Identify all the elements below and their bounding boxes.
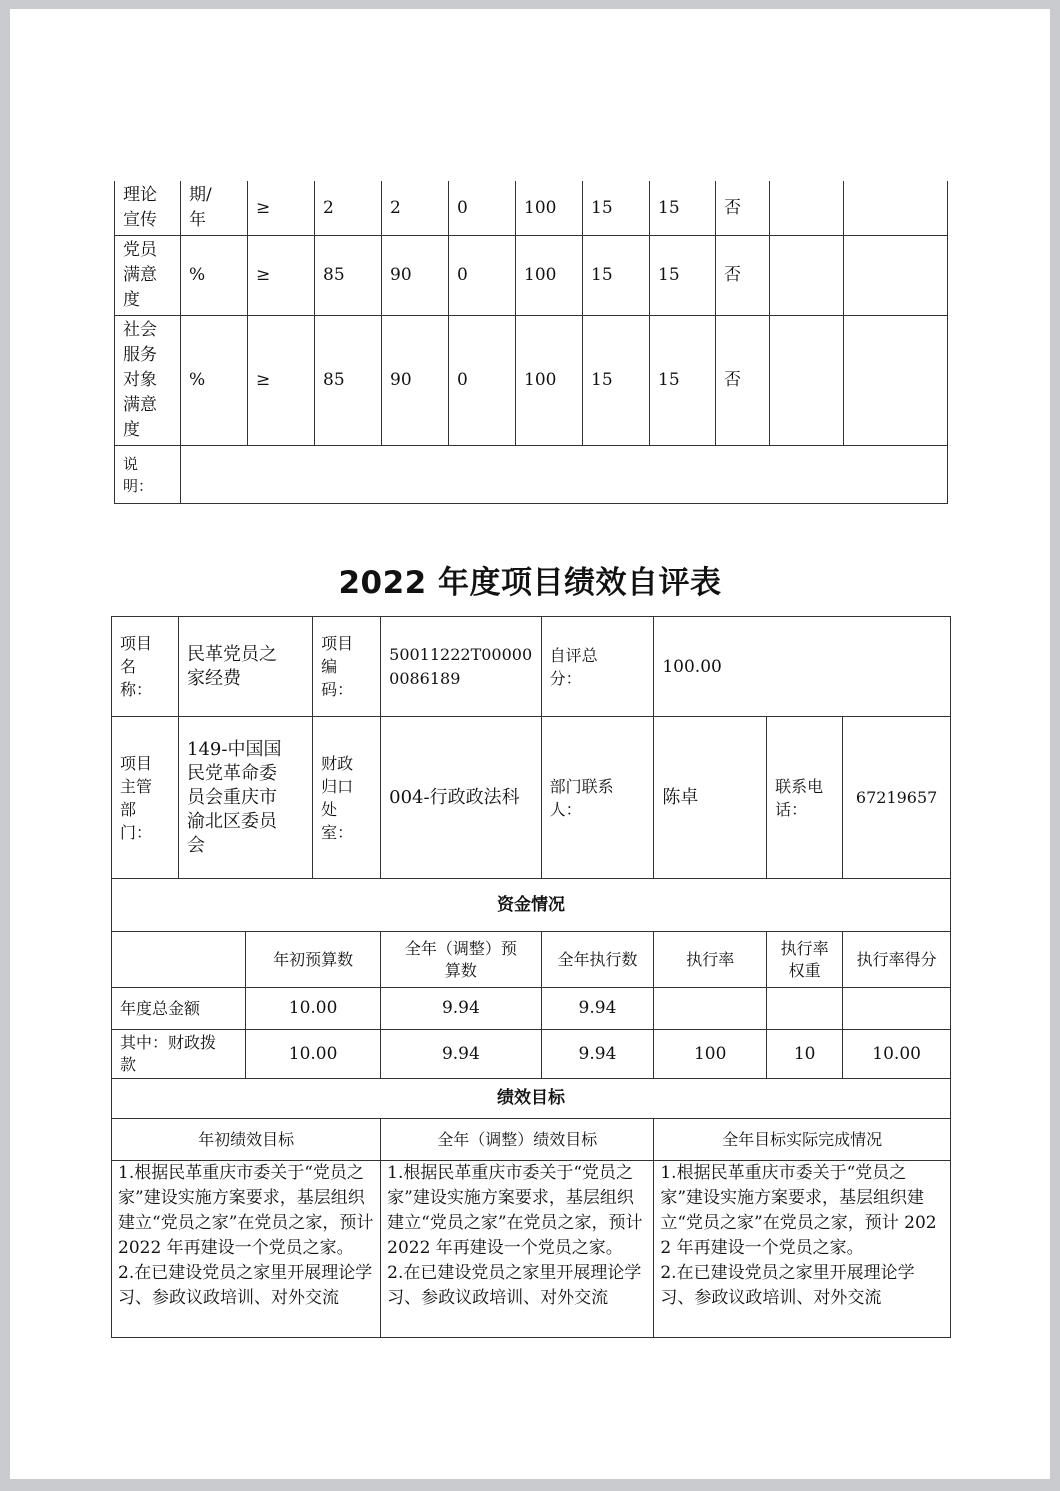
goals-header-cell: 年初绩效目标 <box>112 1119 381 1161</box>
indicator-unit: % <box>181 316 248 446</box>
goal-initial <box>112 1161 381 1338</box>
goals-section-title: 绩效目标 <box>112 1079 951 1119</box>
goals-header-cell: 全年（调整）绩效目标 <box>381 1119 654 1161</box>
indicator-name: 党员 满意 度 <box>115 236 181 316</box>
indicator-operator: ≥ <box>248 316 315 446</box>
indicator-extra-1 <box>770 236 844 316</box>
indicator-unit: 期/ 年 <box>181 181 248 236</box>
goal-actual-text: 1.根据民革重庆市委关于“党员之家”建设实施方案要求，基层组织建立“党员之家”在党员之家，预计 2022 年再建设一个党员之家。 2.在已建设党员之家里开展理论学习、参政议政培训、对外交流 <box>660 1163 937 1308</box>
table-row <box>115 316 948 446</box>
table-row <box>115 181 948 236</box>
indicator-rate: 100 <box>516 236 583 316</box>
goals-section-row <box>112 1079 951 1119</box>
indicator-target: 2 <box>315 181 382 236</box>
indicator-weight: 15 <box>583 236 650 316</box>
contact-label: 部门联系 人： <box>541 717 654 879</box>
goals-text-row <box>112 1161 951 1338</box>
self-score-label: 自评总 分： <box>541 617 654 717</box>
goal-adjusted <box>381 1161 654 1338</box>
project-name-value: 民革党员之 家经费 <box>179 617 313 717</box>
indicator-weight: 15 <box>583 181 650 236</box>
self-evaluation-table <box>111 616 951 1338</box>
funds-cell: 10 <box>767 1030 843 1079</box>
funds-header-cell: 执行率 <box>654 932 767 988</box>
document-page <box>10 9 1050 1479</box>
page-title: 2022 年度项目绩效自评表 <box>338 565 722 601</box>
indicator-actual: 90 <box>382 316 449 446</box>
indicator-operator: ≥ <box>248 236 315 316</box>
indicator-name: 理论 宣传 <box>115 181 181 236</box>
indicator-table-continued <box>114 181 948 504</box>
indicator-extra-2 <box>844 236 948 316</box>
indicator-flag: 否 <box>716 236 770 316</box>
project-code-label: 项目 编 码： <box>313 617 381 717</box>
phone-label: 联系电 话： <box>767 717 843 879</box>
funds-cell: 10.00 <box>246 1030 381 1079</box>
note-value <box>181 446 948 504</box>
finance-office-label: 财政 归口 处 室： <box>313 717 381 879</box>
goals-header-row <box>112 1119 951 1161</box>
funds-cell: 9.94 <box>381 988 541 1030</box>
phone-value: 67219657 <box>843 717 951 879</box>
note-row <box>115 446 948 504</box>
indicator-actual: 90 <box>382 236 449 316</box>
indicator-extra-1 <box>770 316 844 446</box>
goal-actual <box>654 1161 951 1338</box>
indicator-deviation: 0 <box>449 316 516 446</box>
indicator-rate: 100 <box>516 181 583 236</box>
department-value: 149-中国国 民党革命委 员会重庆市 渝北区委员 会 <box>179 717 313 879</box>
funds-row-label: 年度总金额 <box>112 988 246 1030</box>
indicator-flag: 否 <box>716 316 770 446</box>
indicator-unit: % <box>181 236 248 316</box>
project-name-label: 项目 名 称： <box>112 617 179 717</box>
table-row <box>115 236 948 316</box>
funds-header-row <box>112 932 951 988</box>
indicator-score: 15 <box>650 236 716 316</box>
indicator-operator: ≥ <box>248 181 315 236</box>
goals-header-cell: 全年目标实际完成情况 <box>654 1119 951 1161</box>
funds-section-title: 资金情况 <box>112 879 951 932</box>
funds-cell <box>843 988 951 1030</box>
indicator-score: 15 <box>650 181 716 236</box>
funds-header-cell: 执行率得分 <box>843 932 951 988</box>
note-label: 说 明： <box>115 446 181 504</box>
goal-adjusted-text: 1.根据民革重庆市委关于“党员之家”建设实施方案要求，基层组织建立“党员之家”在党员之家，预计 2022 年再建设一个党员之家。 2.在已建设党员之家里开展理论学习、参政议政培训、对外交流 <box>387 1163 643 1308</box>
funds-header-cell: 年初预算数 <box>246 932 381 988</box>
funds-cell: 10.00 <box>246 988 381 1030</box>
indicator-score: 15 <box>650 316 716 446</box>
funds-row <box>112 1030 951 1079</box>
funds-cell: 9.94 <box>381 1030 541 1079</box>
indicator-flag: 否 <box>716 181 770 236</box>
goal-initial-text: 1.根据民革重庆市委关于“党员之家”建设实施方案要求，基层组织建立“党员之家”在党员之家，预计 2022 年再建设一个党员之家。 2.在已建设党员之家里开展理论学习、参政议政培训、对外交流 <box>118 1163 374 1308</box>
indicator-weight: 15 <box>583 316 650 446</box>
funds-cell: 9.94 <box>541 1030 654 1079</box>
department-label: 项目 主管 部 门： <box>112 717 179 879</box>
funds-cell: 10.00 <box>843 1030 951 1079</box>
funds-cell <box>654 988 767 1030</box>
indicator-deviation: 0 <box>449 236 516 316</box>
funds-cell: 100 <box>654 1030 767 1079</box>
funds-cell: 9.94 <box>541 988 654 1030</box>
indicator-target: 85 <box>315 236 382 316</box>
project-info-row <box>112 617 951 717</box>
funds-header-cell: 全年（调整）预 算数 <box>381 932 541 988</box>
indicator-target: 85 <box>315 316 382 446</box>
funds-cell <box>767 988 843 1030</box>
funds-header-blank <box>112 932 246 988</box>
funds-section-row <box>112 879 951 932</box>
indicator-extra-2 <box>844 181 948 236</box>
contact-value: 陈卓 <box>654 717 767 879</box>
funds-header-cell: 执行率 权重 <box>767 932 843 988</box>
department-row <box>112 717 951 879</box>
indicator-actual: 2 <box>382 181 449 236</box>
project-code-value: 50011222T00000 0086189 <box>381 617 541 717</box>
indicator-rate: 100 <box>516 316 583 446</box>
funds-row-label: 其中：财政拨 款 <box>112 1030 246 1079</box>
finance-office-value: 004-行政政法科 <box>381 717 541 879</box>
indicator-name: 社会 服务 对象 满意 度 <box>115 316 181 446</box>
indicator-extra-1 <box>770 181 844 236</box>
indicator-deviation: 0 <box>449 181 516 236</box>
funds-header-cell: 全年执行数 <box>541 932 654 988</box>
self-score-value: 100.00 <box>654 617 951 717</box>
funds-row <box>112 988 951 1030</box>
indicator-extra-2 <box>844 316 948 446</box>
